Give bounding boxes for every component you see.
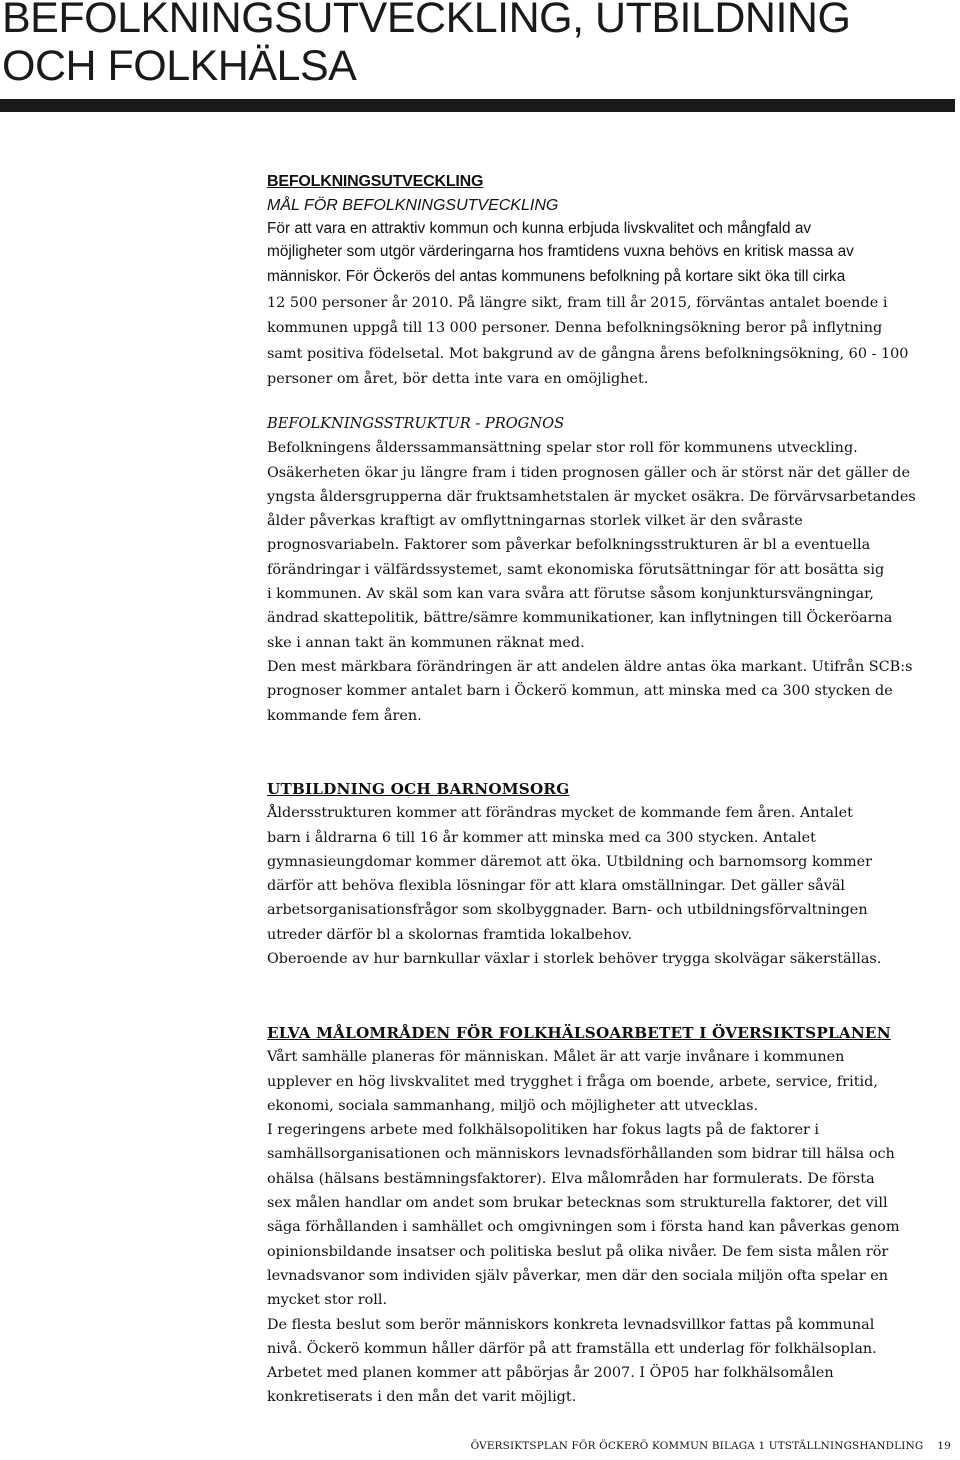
- paragraph-line: nivå. Öckerö kommun håller därför på att framställa ett underlag för folkhälsoplan.: [267, 1340, 877, 1357]
- page-title: [2, 0, 952, 90]
- page-title-line-1: BEFOLKNINGSUTVECKLING, UTBILDNING: [2, 0, 851, 42]
- paragraph-line: mycket stor roll.: [267, 1292, 388, 1309]
- paragraph-line: prognosvariabeln. Faktorer som påverkar befolkningsstrukturen är bl a eventuella: [267, 537, 871, 554]
- section-heading: UTBILDNING OCH BARNOMSORG: [267, 780, 570, 798]
- section-heading: BEFOLKNINGSUTVECKLING: [267, 173, 484, 190]
- paragraph-line: ekonomi, sociala sammanhang, miljö och möjligheter att utvecklas.: [267, 1097, 759, 1114]
- paragraph-line: möjligheter som utgör värderingarna hos framtidens vuxna behövs en kritisk massa av: [267, 243, 854, 260]
- section-befolkningsutveckling: [267, 170, 957, 392]
- title-rule: [0, 99, 955, 112]
- paragraph-line: Oberoende av hur barnkullar växlar i storlek behöver trygga skolvägar säkerställas.: [267, 951, 882, 968]
- paragraph-line: konkretiserats i den mån det varit möjligt.: [267, 1389, 577, 1406]
- section-heading: ELVA MÅLOMRÅDEN FÖR FOLKHÄLSOARBETET I ÖVERSIKTSPLANEN: [267, 1024, 891, 1042]
- section-subheading: MÅL FÖR BEFOLKNINGSUTVECKLING: [267, 197, 559, 214]
- paragraph-line: Vårt samhälle planeras för människan. Målet är att varje invånare i kommunen: [267, 1049, 845, 1066]
- section-utbildning: [267, 777, 957, 971]
- paragraph-line: 12 500 personer år 2010. På längre sikt, fram till år 2015, förväntas antalet boende i: [267, 295, 888, 311]
- paragraph-line: i kommunen. Av skäl som kan vara svåra att förutse såsom konjunktursvängningar,: [267, 586, 875, 603]
- paragraph-line: samt positiva födelsetal. Mot bakgrund av de gångna årens befolkningsökning, 60 - 100: [267, 346, 909, 362]
- paragraph-line: yngsta åldersgrupperna där fruktsamhetstalen är mycket osäkra. De förvärvsarbetandes: [267, 488, 916, 505]
- paragraph-line: I regeringens arbete med folkhälsopolitiken har fokus lagts på de faktorer i: [267, 1122, 820, 1139]
- paragraph-line: kommande fem åren.: [267, 707, 422, 724]
- paragraph-line: arbetsorganisationsfrågor som skolbyggnader. Barn- och utbildningsförvaltningen: [267, 902, 868, 919]
- paragraph-line: ålder påverkas kraftigt av omflyttningarnas storlek vilket är den svåraste: [267, 513, 803, 530]
- paragraph-line: ohälsa (hälsans bestämningsfaktorer). Elva målområden har formulerats. De första: [267, 1170, 875, 1187]
- paragraph-line: därför att behöva flexibla lösningar för att klara omställningar. Det gäller såväl: [267, 878, 846, 895]
- paragraph-line: Åldersstrukturen kommer att förändras mycket de kommande fem åren. Antalet: [267, 805, 853, 822]
- paragraph-line: opinionsbildande insatser och politiska beslut på olika nivåer. De fem sista målen rör: [267, 1243, 889, 1260]
- paragraph-line: prognoser kommer antalet barn i Öckerö kommun, att minska med ca 300 stycken de: [267, 683, 893, 700]
- paragraph-line: samhällsorganisationen och människors levnadsförhållanden som bidrar till hälsa och: [267, 1146, 895, 1163]
- paragraph-line: säga förhållanden i samhället och omgivningen som i första hand kan påverkas genom: [267, 1219, 900, 1236]
- paragraph-line: kommunen uppgå till 13 000 personer. Denna befolkningsökning beror på inflytning: [267, 320, 883, 336]
- paragraph-line: levnadsvanor som individen själv påverkar, men där den sociala miljön ofta spelar en: [267, 1267, 888, 1284]
- page-title-line-2: OCH FOLKHÄLSA: [2, 42, 357, 90]
- paragraph-line: barn i åldrarna 6 till 16 år kommer att minska med ca 300 stycken. Antalet: [267, 829, 816, 846]
- paragraph-line: För att vara en attraktiv kommun och kunna erbjuda livskvalitet och mångfald av: [267, 220, 812, 237]
- paragraph-line: Osäkerheten ökar ju längre fram i tiden prognosen gäller och är störst när det gäller de: [267, 464, 911, 481]
- paragraph-line: ske i annan takt än kommunen räknat med.: [267, 634, 585, 651]
- paragraph-line: personer om året, bör detta inte vara en omöjlighet.: [267, 371, 649, 387]
- footer-text: ÖVERSIKTSPLAN FÖR ÖCKERÖ KOMMUN BILAGA 1 UTSTÄLLNINGSHANDLING: [470, 1440, 924, 1452]
- page-number: 19: [937, 1440, 951, 1452]
- paragraph-line: Den mest märkbara förändringen är att andelen äldre antas öka markant. Utifrån SCB:s: [267, 658, 913, 675]
- paragraph-line: förändringar i välfärdssystemet, samt ekonomiska förutsättningar för att bosätta sig: [267, 561, 885, 578]
- paragraph-line: sex målen handlar om andet som brukar betecknas som strukturella faktorer, det vill: [267, 1195, 888, 1212]
- paragraph-line: människor. För Öckerös del antas kommunens befolkning på kortare sikt öka till cirka: [267, 268, 846, 285]
- section-befolkningsstruktur: [267, 412, 957, 728]
- paragraph-line: Arbetet med planen kommer att påbörjas år 2007. I ÖP05 har folkhälsomålen: [267, 1365, 834, 1382]
- section-subheading: BEFOLKNINGSSTRUKTUR - PROGNOS: [267, 415, 565, 432]
- paragraph-line: gymnasieungdomar kommer däremot att öka. Utbildning och barnomsorg kommer: [267, 853, 873, 870]
- page-footer: [471, 1440, 951, 1452]
- section-folkhalsa: [267, 1021, 957, 1410]
- paragraph-line: De flesta beslut som berör människors konkreta levnadsvillkor fattas på kommunal: [267, 1316, 875, 1333]
- paragraph-line: utreder därför bl a skolornas framtida lokalbehov.: [267, 926, 633, 943]
- paragraph-line: ändrad skattepolitik, bättre/sämre kommunikationer, kan inflytningen till Öckeröarna: [267, 610, 893, 627]
- paragraph-line: Befolkningens ålderssammansättning spelar stor roll för kommunens utveckling.: [267, 440, 858, 457]
- paragraph-line: upplever en hög livskvalitet med trygghet i fråga om boende, arbete, service, fritid,: [267, 1073, 878, 1090]
